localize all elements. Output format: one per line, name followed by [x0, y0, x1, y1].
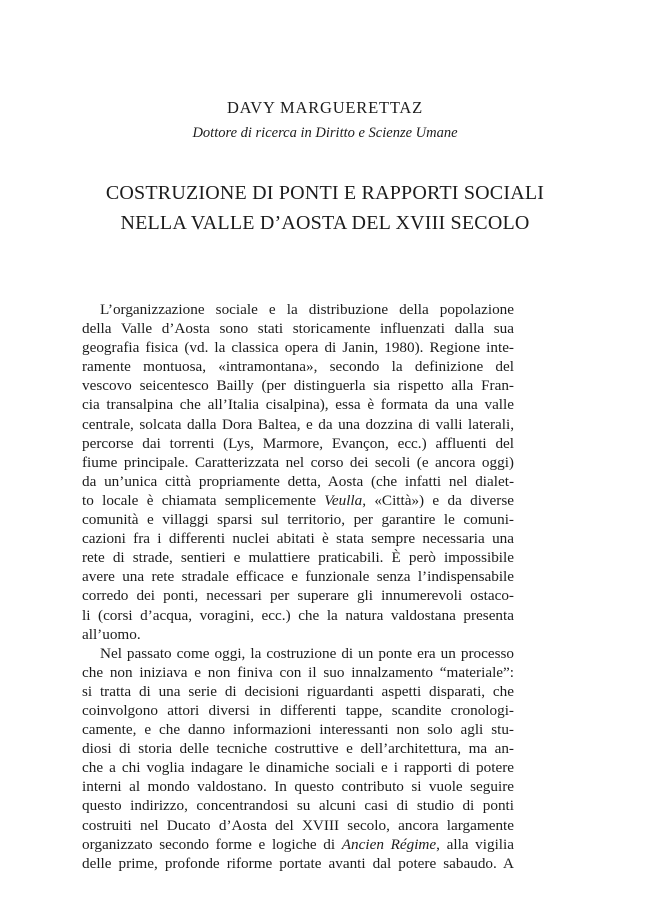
text-line: che non iniziava e non finiva con il suo innalzamento “materiale”:: [82, 663, 514, 681]
text-line: diosi di storia delle tecniche costruttive e dell’architettura, ma an-: [82, 740, 514, 758]
text-run: , alla vigilia: [436, 835, 514, 853]
text-line: che a chi voglia indagare le dinamiche sociali e i rapporti di potere: [82, 759, 514, 777]
text-line: questo indirizzo, concentrandosi su alcuni casi di studio di ponti: [82, 797, 514, 815]
text-line: rete di strade, sentieri e mulattiere praticabili. È però impossibile: [82, 549, 514, 567]
text-line: li (corsi d’acqua, voragini, ecc.) che la natura valdostana presenta: [82, 606, 514, 624]
text-line: cazioni fra i differenti nuclei abitati è stata sempre necessaria una: [82, 530, 514, 548]
text-line: cia transalpina che all’Italia cisalpina), essa è formata da una valle: [82, 396, 514, 414]
text-line: ramente montuosa, «intramontana», secondo la definizione del: [82, 358, 514, 376]
text-run: , «Città») e da diverse: [362, 491, 514, 509]
italic-term: Ancien Régime: [341, 835, 437, 853]
italic-term: Veulla: [324, 491, 363, 509]
text-line: vescovo seicentesco Bailly (per distinguerla sia rispetto alla Fran-: [82, 377, 514, 395]
text-run: to locale è chiamata semplicemente: [82, 491, 325, 509]
text-line: fiume principale. Caratterizzata nel corso dei secoli (e ancora oggi): [82, 453, 514, 471]
paragraph-1: [82, 300, 514, 644]
text-line: delle prime, profonde riforme portate avanti dal potere sabaudo. A: [82, 854, 514, 872]
text-line: coinvolgono attori diversi in differenti tappe, scandite cronologi-: [82, 701, 514, 719]
text-line: centrale, solcata dalla Dora Baltea, e da una dozzina di valli laterali,: [82, 415, 514, 433]
text-line: all’uomo.: [82, 625, 141, 643]
author-name: DAVY MARGUERETTAZ: [226, 98, 424, 117]
text-line: camente, e che danno informazioni interessanti non solo agli stu-: [82, 721, 514, 739]
text-line: L’organizzazione sociale e la distribuzione della popolazione: [100, 301, 514, 318]
text-line: [82, 835, 514, 854]
body-text: [82, 300, 514, 873]
text-line: geografia fisica (vd. la classica opera di Janin, 1980). Regione inte-: [82, 339, 514, 357]
text-line: percorse dai torrenti (Lys, Marmore, Evançon, ecc.) affluenti del: [82, 434, 514, 452]
text-line: corredo dei ponti, necessari per superare gli innumerevoli ostaco-: [82, 587, 514, 605]
text-line: [82, 491, 514, 510]
text-line: avere una rete stradale efficace e funzionale senza l’indispensabile: [82, 568, 514, 586]
title-line: COSTRUZIONE DI PONTI E RAPPORTI SOCIALI: [105, 182, 545, 204]
text-line: della Valle d’Aosta sono stati storicamente influenzati dalla sua: [82, 320, 514, 338]
paragraph-2: [82, 644, 514, 873]
title-line: NELLA VALLE D’AOSTA DEL XVIII SECOLO: [120, 212, 530, 234]
author-affiliation: Dottore di ricerca in Diritto e Scienze Umane: [192, 125, 458, 141]
text-line: costruiti nel Ducato d’Aosta del XVIII secolo, ancora largamente: [82, 816, 514, 834]
text-line: si tratta di una serie di decisioni riguardanti aspetti disparati, che: [82, 682, 514, 700]
text-run: organizzato secondo forme e logiche di: [82, 835, 342, 853]
text-line: da un’unica città propriamente detta, Aosta (che infatti nel dialet-: [82, 472, 514, 490]
text-line: comunità e villaggi sparsi sul territorio, per garantire le comuni-: [82, 511, 514, 529]
text-line: Nel passato come oggi, la costruzione di un ponte era un processo: [100, 644, 514, 662]
text-line: interni al mondo valdostano. In questo contributo si vuole seguire: [82, 778, 514, 796]
article-title: [0, 178, 650, 238]
